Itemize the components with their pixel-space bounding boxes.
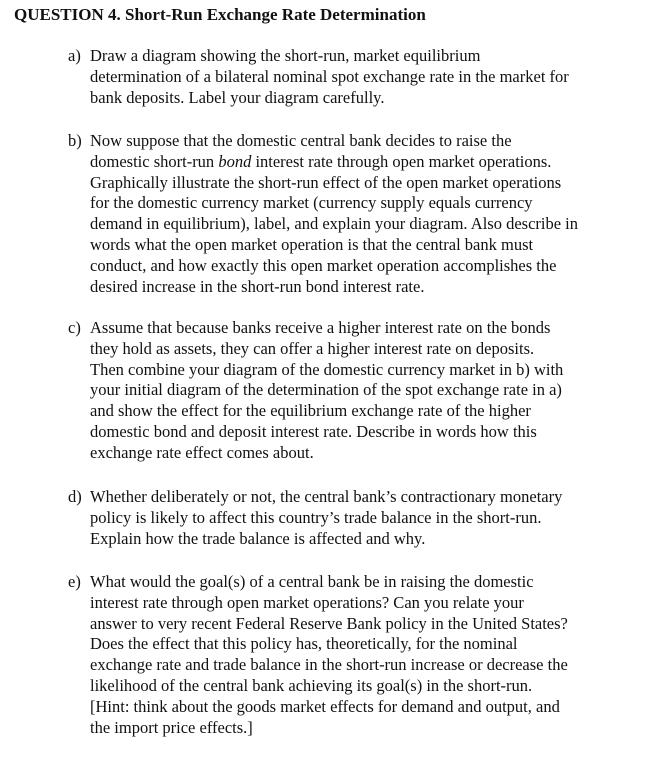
emphasis-bond: bond <box>218 151 252 171</box>
text-line: words what the open market operation is that the central bank must <box>90 234 534 254</box>
part-text <box>90 572 643 738</box>
text-line: the import price effects.] <box>90 717 253 737</box>
part-text <box>90 487 643 549</box>
text-line: and show the effect for the equilibrium exchange rate of the higher <box>90 401 531 421</box>
text-line: Draw a diagram showing the short-run, market equilibrium <box>90 46 481 65</box>
text-line: they hold as assets, they can offer a higher interest rate on deposits. <box>90 338 535 358</box>
text-line: domestic bond and deposit interest rate. Describe in words how this <box>90 421 537 441</box>
text-line <box>90 152 643 173</box>
part-text <box>90 318 643 464</box>
text-line: for the domestic currency market (currency supply equals currency <box>90 193 533 213</box>
text-line: determination of a bilateral nominal spot exchange rate in the market for <box>90 66 569 86</box>
text-line: [Hint: think about the goods market effects for demand and output, and <box>90 696 560 716</box>
text-line: conduct, and how exactly this open market operation accomplishes the <box>90 255 557 275</box>
text-line: likelihood of the central bank achieving its goal(s) in the short-run. <box>90 675 533 695</box>
question-title: QUESTION 4. Short-Run Exchange Rate Determination <box>14 5 426 24</box>
text-fragment: interest rate through open market operations. <box>251 151 552 171</box>
part-label: b) <box>68 131 82 150</box>
part-text <box>90 46 643 108</box>
text-line: your initial diagram of the determination of the spot exchange rate in a) <box>90 380 562 400</box>
text-line: answer to very recent Federal Reserve Bank policy in the United States? <box>90 613 568 633</box>
text-line: bank deposits. Label your diagram carefully. <box>90 87 385 107</box>
part-text <box>90 131 643 297</box>
text-line: demand in equilibrium), label, and explain your diagram. Also describe in <box>90 214 578 234</box>
part-label: d) <box>68 487 82 506</box>
text-line: Does the effect that this policy has, theoretically, for the nominal <box>90 634 518 654</box>
part-label: e) <box>68 572 81 591</box>
text-line: Then combine your diagram of the domestic currency market in b) with <box>90 359 564 379</box>
text-line: Graphically illustrate the short-run effect of the open market operations <box>90 172 562 192</box>
text-line: desired increase in the short-run bond interest rate. <box>90 276 425 296</box>
part-label: a) <box>68 46 81 65</box>
text-line: exchange rate effect comes about. <box>90 442 314 462</box>
text-line: What would the goal(s) of a central bank be in raising the domestic <box>90 572 534 591</box>
text-fragment: domestic short-run <box>90 151 219 171</box>
text-line: Now suppose that the domestic central bank decides to raise the <box>90 131 512 150</box>
text-line: Whether deliberately or not, the central bank’s contractionary monetary <box>90 487 563 506</box>
text-line: policy is likely to affect this country’s trade balance in the short-run. <box>90 507 542 527</box>
text-line: interest rate through open market operations? Can you relate your <box>90 592 524 612</box>
part-label: c) <box>68 318 81 337</box>
text-line: Explain how the trade balance is affected and why. <box>90 528 426 548</box>
text-line: Assume that because banks receive a higher interest rate on the bonds <box>90 318 551 337</box>
text-line: exchange rate and trade balance in the short-run increase or decrease the <box>90 655 568 675</box>
